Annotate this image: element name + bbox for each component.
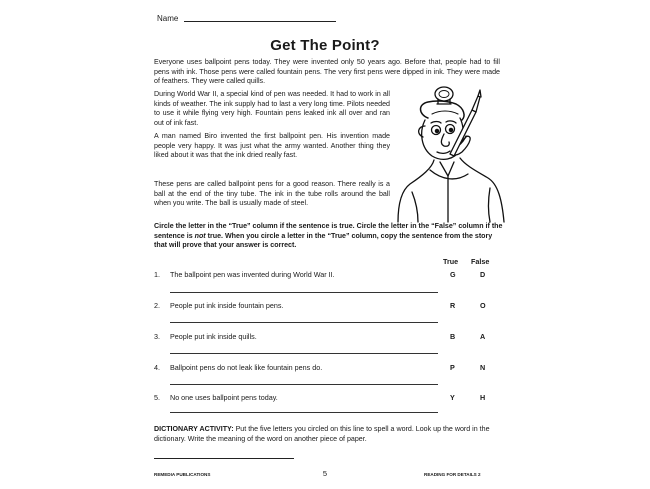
question-number: 1.	[154, 270, 160, 279]
question-text: People put ink inside quills.	[170, 332, 257, 341]
answer-line-2[interactable]	[170, 322, 438, 323]
answer-line-4[interactable]	[170, 384, 438, 385]
publisher-name: REMEDIA PUBLICATIONS	[154, 472, 211, 477]
question-number: 5.	[154, 393, 160, 402]
man-with-pen-illustration	[392, 84, 514, 224]
true-letter[interactable]: Y	[450, 393, 455, 402]
true-letter[interactable]: B	[450, 332, 456, 341]
name-label: Name	[157, 14, 179, 23]
true-letter[interactable]: P	[450, 363, 455, 372]
story-paragraph-2: During World War II, a special kind of pen was needed. It had to work in all kinds of weather. The ink supply had to last a very long time. Pilots needed to use it while flying very high. Fountain pens leaked ink all over and ran out of ink fast.	[154, 90, 390, 127]
question-text: The ballpoint pen was invented during World War II.	[170, 270, 335, 279]
worksheet-title: Get The Point?	[270, 37, 380, 54]
story-paragraph-3: A man named Biro invented the first ballpoint pen. His invention made people very happy. It was just what the army wanted. Another thing they liked about it was that the ink dried really fast.	[154, 132, 390, 160]
instructions	[154, 222, 506, 251]
story-paragraph-4: These pens are called ballpoint pens for a good reason. There really is a ball at the end of the tiny tube. The ink in the tube rolls around the ball when you write. The ball is usually made of steel.	[154, 180, 390, 208]
dictionary-activity	[154, 425, 506, 444]
false-letter[interactable]: N	[480, 363, 486, 372]
false-letter[interactable]: D	[480, 270, 486, 279]
question-text: Ballpoint pens do not leak like fountain pens do.	[170, 363, 323, 372]
question-number: 2.	[154, 301, 160, 310]
instructions-part-1: Circle the letter in the “True” column if the sentence is true. Circle the letter in the “False” column if the sentence is	[154, 222, 503, 240]
instructions-emphasis: not	[194, 231, 206, 240]
question-number: 3.	[154, 332, 160, 341]
dictionary-activity-text: Put the five letters you circled on this line to spell a word. Look up the word in the dictionary. Write the meaning of the word on another piece of paper.	[154, 425, 490, 443]
page-number: 5	[322, 469, 328, 478]
story-paragraph-1: Everyone uses ballpoint pens today. They were invented only 50 years ago. Before that, people had to fill pens with ink. Those pens were called fountain pens. The very first pens were dipped in ink. They were made of feathers. They were called quills.	[154, 58, 500, 86]
false-column-header: False	[471, 257, 490, 266]
question-number: 4.	[154, 363, 160, 372]
instructions-part-2: true. When you circle a letter in the “True” column, copy the sentence from the story that will prove that your answer is correct.	[154, 231, 493, 250]
dictionary-activity-label: DICTIONARY ACTIVITY:	[154, 425, 234, 433]
false-letter[interactable]: O	[480, 301, 486, 310]
true-letter[interactable]: G	[450, 270, 456, 279]
true-column-header: True	[443, 257, 459, 266]
false-letter[interactable]: A	[480, 332, 486, 341]
answer-line-5[interactable]	[170, 412, 438, 413]
false-letter[interactable]: H	[480, 393, 486, 402]
name-line	[184, 21, 336, 22]
word-answer-line[interactable]	[154, 458, 294, 459]
answer-line-1[interactable]	[170, 292, 438, 293]
true-letter[interactable]: R	[450, 301, 456, 310]
answer-line-3[interactable]	[170, 353, 438, 354]
question-text: No one uses ballpoint pens today.	[170, 393, 278, 402]
series-title: READING FOR DETAILS 2	[424, 472, 481, 477]
question-text: People put ink inside fountain pens.	[170, 301, 284, 310]
